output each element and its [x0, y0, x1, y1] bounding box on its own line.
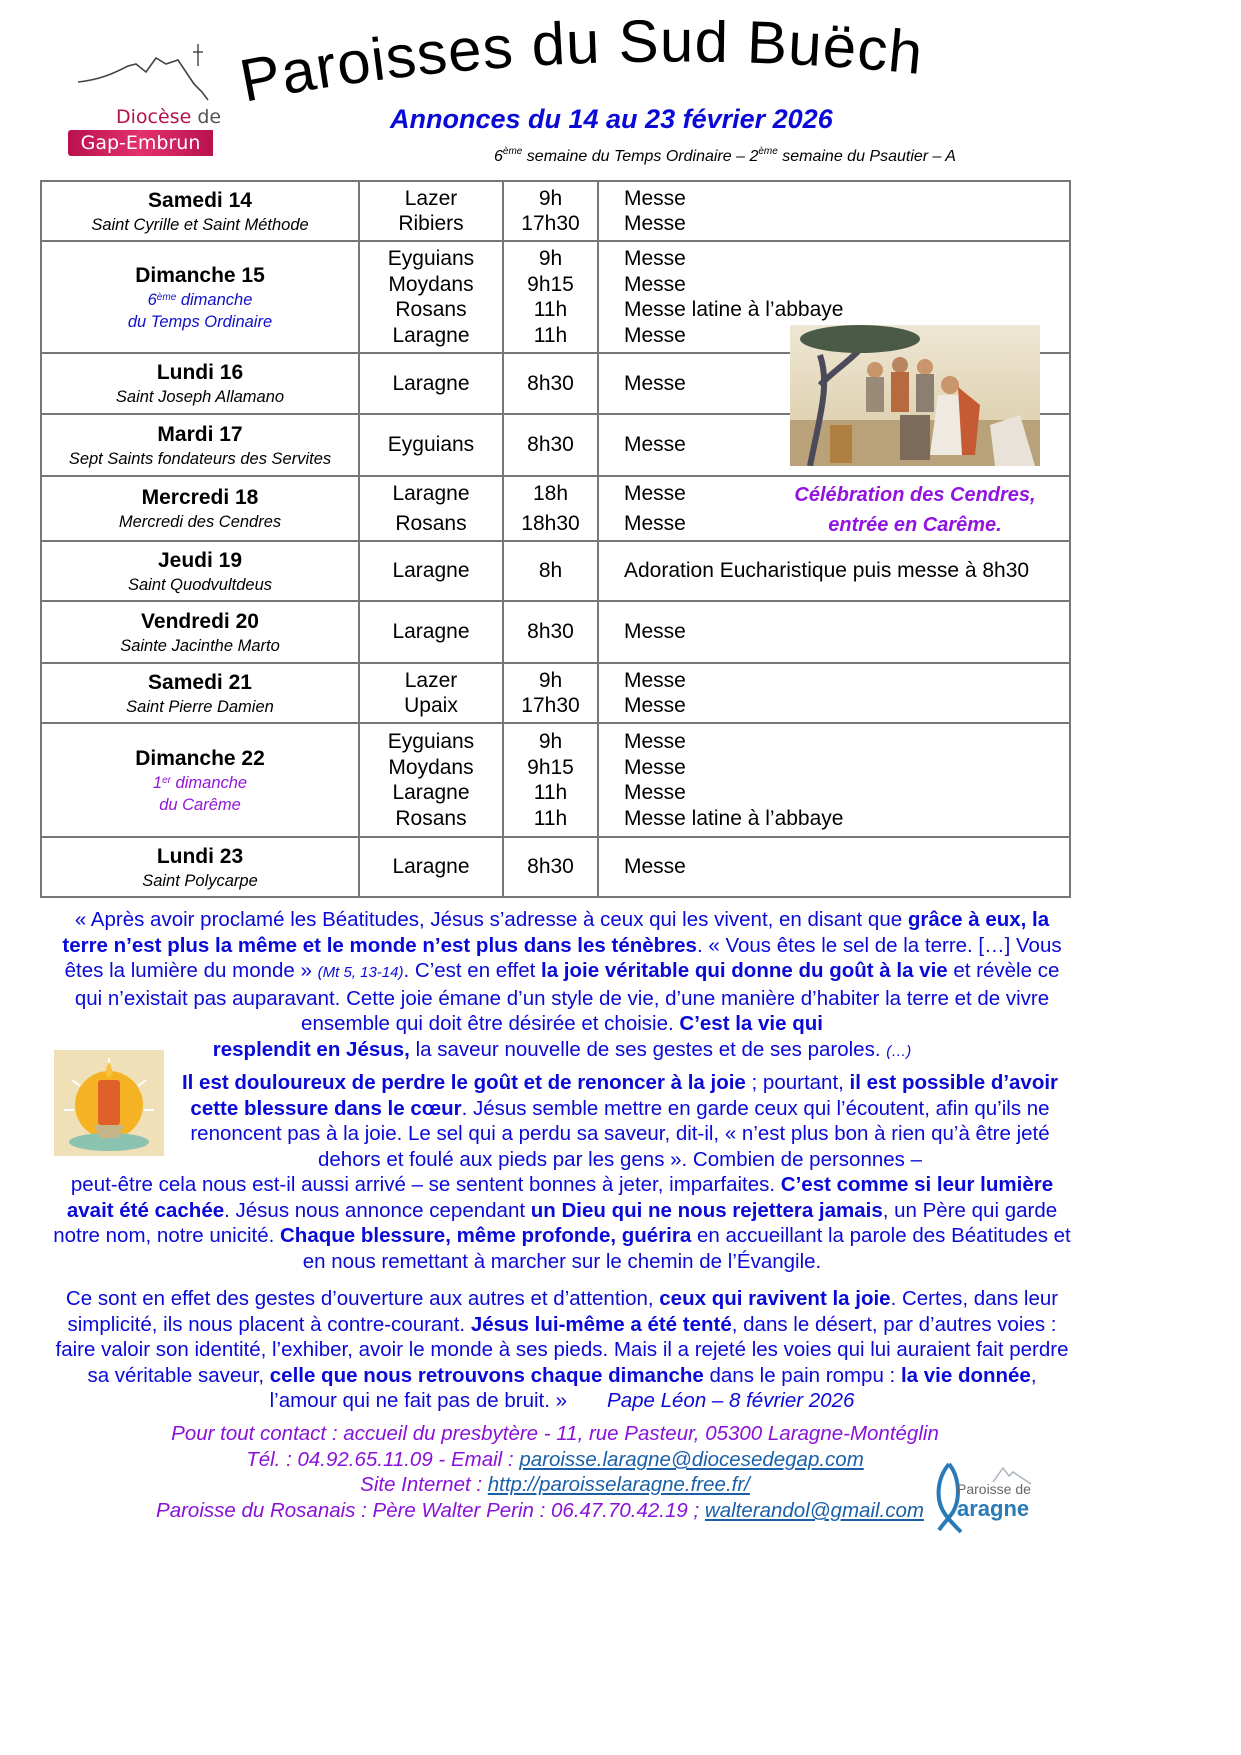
- church-location: Laragne: [392, 620, 470, 644]
- saint-of-day: Saint Pierre Damien: [126, 697, 274, 716]
- time-cell: [503, 837, 598, 897]
- evt-cell: [598, 837, 1070, 897]
- saint-of-day: Saint Joseph Allamano: [115, 388, 285, 406]
- diocese-logo-text: Diocèse de: [116, 106, 222, 128]
- quote-paragraph-2-continued: [52, 1172, 1072, 1274]
- diocese-logo-banner: Gap-Embrun: [68, 130, 213, 156]
- mass-time: 8h30: [527, 620, 574, 644]
- mass-time: 9h: [538, 730, 563, 753]
- day-name: Samedi 14: [148, 188, 252, 212]
- church-location: Laragne: [392, 855, 470, 879]
- website-link[interactable]: http://paroisselaragne.free.fr/: [487, 1473, 750, 1496]
- evt-cell: [598, 181, 1070, 241]
- day-cell: [41, 663, 359, 723]
- mass-time: 9h: [538, 186, 563, 210]
- mass-time: 9h: [538, 668, 563, 692]
- liturgical-day-line2: du Carême: [159, 795, 241, 814]
- mass-time: 8h30: [527, 855, 574, 879]
- ichthys-fish-icon: [935, 1456, 1055, 1536]
- quote-text: . Certes, dans leur simplicité, ils nous placent à contre-courant.: [67, 1287, 1059, 1336]
- service-type: Adoration Eucharistique puis messe à 8h30: [624, 559, 1030, 583]
- day-name: Jeudi 19: [157, 548, 243, 572]
- place-cell: [359, 541, 503, 601]
- email-link[interactable]: paroisse.laragne@diocesedegap.com: [519, 1448, 864, 1471]
- quote-paragraph-2: [170, 1070, 1070, 1172]
- church-location: Lazer: [404, 186, 458, 210]
- church-location: Rosans: [395, 511, 467, 535]
- church-location: Laragne: [392, 371, 470, 395]
- schedule-row: [41, 723, 1070, 837]
- mass-time: 11h: [533, 806, 568, 830]
- mass-time: 8h: [538, 559, 563, 583]
- church-location: Rosans: [395, 298, 467, 321]
- day-cell: [41, 241, 359, 353]
- svg-text:Paroisse de: Paroisse de: [957, 1481, 1031, 1497]
- place-cell: [359, 241, 503, 353]
- church-location: Upaix: [404, 694, 458, 717]
- quote-text: dans le pain rompu :: [703, 1363, 901, 1387]
- quote-signature: Pape Léon – 8 février 2026: [607, 1389, 855, 1413]
- service-type: Messe: [624, 247, 686, 270]
- quote-emphasis: la vie donnée: [900, 1363, 1031, 1387]
- service-type: Messe: [624, 433, 686, 457]
- candle-illustration: [54, 1050, 164, 1156]
- quote-emphasis: celle que nous retrouvons chaque dimanche: [269, 1363, 704, 1387]
- schedule-row: [41, 181, 1070, 241]
- quote-text: peut-être cela nous est-il aussi arrivé – se sentent bonnes à jeter, imparfaites.: [70, 1173, 781, 1196]
- saint-of-day: Sainte Jacinthe Marto: [120, 636, 280, 655]
- liturgical-day-line2: du Temps Ordinaire: [127, 312, 273, 331]
- quote-text: . Jésus semble mettre en garde ceux qui l’écoutent, afin qu’ils ne renoncent pas à la joie. Le sel qui a perdu sa saveur, dit-il, « n’est plus bon à rien qu’à être jeté dehors et foulé aux pieds par les gens ». Combien de personnes –: [190, 1096, 1050, 1171]
- quote-emphasis: un Dieu qui ne nous rejettera jamais: [530, 1198, 883, 1222]
- day-cell: [41, 353, 359, 414]
- quote-emphasis: ceux qui ravivent la joie: [659, 1287, 891, 1310]
- rosanais-email-link[interactable]: walterandol@gmail.com: [704, 1499, 924, 1522]
- service-type: Messe: [624, 511, 686, 535]
- laragne-parish-logo: [935, 1456, 1055, 1536]
- time-cell: [503, 601, 598, 663]
- mass-time: 17h30: [521, 212, 580, 235]
- day-cell: [41, 181, 359, 241]
- service-type: Messe: [624, 323, 686, 347]
- ash-wednesday-note: Célébration des Cendres, entrée en Carême.: [794, 484, 1036, 536]
- liturgical-day: 1er dimanche: [152, 773, 248, 792]
- mass-time: 9h15: [527, 272, 574, 296]
- place-cell: [359, 663, 503, 723]
- service-type: Messe: [624, 620, 686, 644]
- mass-time: 17h30: [521, 694, 580, 717]
- place-cell: [359, 181, 503, 241]
- evt-cell: [598, 541, 1070, 601]
- quote-text: et révèle ce qui n’existait pas auparavant. Cette joie émane d’un style de vie, d’une manière d’habiter la terre et de vivre ensemble qui doit être désirée et choisie.: [74, 959, 1060, 1036]
- place-cell: [359, 414, 503, 476]
- church-location: Laragne: [392, 323, 470, 347]
- time-cell: [503, 663, 598, 723]
- announcement-dates: Annonces du 14 au 23 février 2026: [390, 104, 833, 134]
- svg-text:aragne: aragne: [957, 1496, 1030, 1521]
- quote-paragraph-1: [52, 907, 1072, 1065]
- mass-time: 9h15: [527, 755, 574, 779]
- church-location: Laragne: [392, 781, 470, 804]
- place-cell: [359, 476, 503, 541]
- church-location: Lazer: [404, 668, 458, 692]
- mountain-cross-icon: [68, 44, 213, 106]
- day-cell: [41, 601, 359, 663]
- church-location: Ribiers: [398, 212, 464, 235]
- day-name: Dimanche 15: [135, 263, 265, 287]
- sermon-on-the-mount-illustration: [790, 325, 1040, 466]
- time-cell: [503, 241, 598, 353]
- day-name: Dimanche 22: [135, 746, 265, 770]
- quote-text: , l’amour qui ne fait pas de bruit. »: [269, 1363, 1037, 1413]
- church-location: Rosans: [395, 806, 467, 830]
- quote-text: (…): [886, 1042, 912, 1060]
- quote-text: en accueillant la parole des Béatitudes et en nous remettant à marcher sur le chemin de l’Évangile.: [302, 1224, 1071, 1273]
- church-location: Eyguians: [387, 730, 475, 753]
- service-type: Messe: [624, 730, 686, 753]
- quote-emphasis: Chaque blessure, même profonde, guérira: [280, 1224, 692, 1248]
- quote-text: Ce sont en effet des gestes d’ouverture aux autres et d’attention,: [65, 1287, 660, 1310]
- saint-of-day: Saint Quodvultdeus: [127, 575, 272, 594]
- mass-time: 11h: [533, 781, 568, 804]
- time-cell: [503, 476, 598, 541]
- time-cell: [503, 414, 598, 476]
- contact-phone-email: Tél. : 04.92.65.11.09 - Email : paroisse.laragne@diocesedegap.com: [246, 1448, 864, 1471]
- day-name: Vendredi 20: [141, 609, 259, 633]
- quote-text: . C’est en effet: [403, 959, 542, 983]
- mass-time: 18h: [532, 481, 569, 505]
- schedule-row: [41, 663, 1070, 723]
- day-cell: [41, 541, 359, 601]
- day-name: Mardi 17: [157, 422, 243, 446]
- quote-emphasis: resplendit en Jésus,: [212, 1037, 410, 1061]
- contact-address: Pour tout contact : accueil du presbytère - 11, rue Pasteur, 05300 Laragne-Montéglin: [171, 1422, 939, 1445]
- church-location: Laragne: [392, 481, 470, 505]
- quote-emphasis: la joie véritable qui donne du goût à la vie: [541, 959, 948, 983]
- day-name: Lundi 23: [156, 844, 244, 868]
- saint-of-day: Mercredi des Cendres: [118, 513, 282, 531]
- time-cell: [503, 541, 598, 601]
- day-cell: [41, 476, 359, 541]
- time-cell: [503, 181, 598, 241]
- evt-cell: [598, 601, 1070, 663]
- church-location: Moydans: [388, 272, 474, 296]
- church-location: Eyguians: [387, 433, 475, 457]
- time-cell: [503, 353, 598, 414]
- day-cell: [41, 837, 359, 897]
- saint-of-day: Saint Polycarpe: [142, 871, 258, 890]
- service-type: Messe: [624, 272, 686, 296]
- place-cell: [359, 723, 503, 837]
- liturgical-day: 6ème dimanche: [147, 290, 253, 309]
- service-type: Messe latine à l’abbaye: [624, 806, 844, 830]
- quote-emphasis: Il est douloureux de perdre le goût et de renoncer à la joie: [181, 1071, 746, 1094]
- place-cell: [359, 353, 503, 414]
- service-type: Messe: [624, 481, 686, 505]
- quote-emphasis: C’est comme si leur lumière avait été cachée: [66, 1173, 1054, 1222]
- day-name: Mercredi 18: [141, 486, 259, 509]
- church-location: Laragne: [392, 559, 470, 583]
- saint-of-day: Saint Cyrille et Saint Méthode: [91, 215, 309, 234]
- quote-emphasis: Jésus lui-même a été tenté: [470, 1312, 732, 1336]
- quote-paragraph-3: [52, 1286, 1072, 1414]
- service-type: Messe: [624, 781, 686, 804]
- quote-text: . Jésus nous annonce cependant: [224, 1198, 531, 1222]
- church-location: Moydans: [388, 755, 474, 779]
- liturgical-week: 6ème semaine du Temps Ordinaire – 2ème semaine du Psautier – A: [494, 146, 956, 165]
- evt-cell: [598, 663, 1070, 723]
- quote-text: , dans le désert, par d’autres voies : faire valoir son identité, l’exhiber, avoir le monde à ses pieds. Mais il a rejeté les voies qui lui auraient fait perdre sa véritable saveur,: [55, 1312, 1069, 1387]
- mass-time: 8h30: [527, 371, 574, 395]
- quote-emphasis: grâce à eux, la terre n’est plus la même et le monde n’est plus dans les ténèbres: [62, 908, 1050, 957]
- schedule-row: [41, 601, 1070, 663]
- quote-text: ; pourtant,: [745, 1071, 850, 1094]
- quote-text: , un Père qui garde notre nom, notre unicité.: [53, 1198, 1058, 1248]
- service-type: Messe latine à l’abbaye: [624, 298, 844, 321]
- quote-text: . « Vous êtes le sel de la terre. […] Vous êtes la lumière du monde »: [64, 933, 1062, 983]
- service-type: Messe: [624, 694, 686, 717]
- mass-time: 18h30: [521, 511, 580, 535]
- quote-emphasis: C’est la vie qui: [679, 1012, 823, 1036]
- page-title: [240, 20, 1060, 110]
- mass-time: 9h: [538, 247, 563, 270]
- service-type: Messe: [624, 668, 686, 692]
- day-cell: [41, 414, 359, 476]
- contact-website: Site Internet : http://paroisselaragne.free.fr/: [360, 1473, 750, 1496]
- mass-time: 8h30: [527, 433, 574, 457]
- quote-text: (Mt 5, 13-14): [317, 964, 404, 982]
- diocese-logo: [68, 44, 222, 156]
- saint-of-day: Sept Saints fondateurs des Servites: [68, 449, 332, 468]
- contact-rosanais: Paroisse du Rosanais : Père Walter Perin : 06.47.70.42.19 ; walterandol@gmail.com: [156, 1499, 924, 1522]
- quote-emphasis: il est possible d’avoir cette blessure dans le cœur: [190, 1071, 1059, 1120]
- service-type: Messe: [624, 371, 686, 395]
- quote-text: la saveur nouvelle de ses gestes et de ses paroles.: [409, 1037, 887, 1061]
- quote-text: « Après avoir proclamé les Béatitudes, Jésus s’adresse à ceux qui les vivent, en disant que: [74, 908, 908, 931]
- day-name: Samedi 21: [148, 670, 252, 694]
- mass-time: 11h: [533, 323, 568, 347]
- service-type: Messe: [624, 186, 686, 210]
- page-title-text: aroisses du Sud Buëch: [276, 20, 927, 108]
- mass-time: 11h: [533, 298, 568, 321]
- church-location: Eyguians: [387, 247, 475, 270]
- service-type: Messe: [624, 212, 686, 235]
- place-cell: [359, 601, 503, 663]
- schedule-row: [41, 837, 1070, 897]
- evt-cell: [598, 723, 1070, 837]
- place-cell: [359, 837, 503, 897]
- day-name: Lundi 16: [156, 361, 244, 384]
- schedule-row: [41, 541, 1070, 601]
- day-cell: [41, 723, 359, 837]
- time-cell: [503, 723, 598, 837]
- svg-text:Paroisses du Sud Buëch: [240, 20, 926, 115]
- service-type: Messe: [624, 855, 686, 879]
- service-type: Messe: [624, 755, 686, 779]
